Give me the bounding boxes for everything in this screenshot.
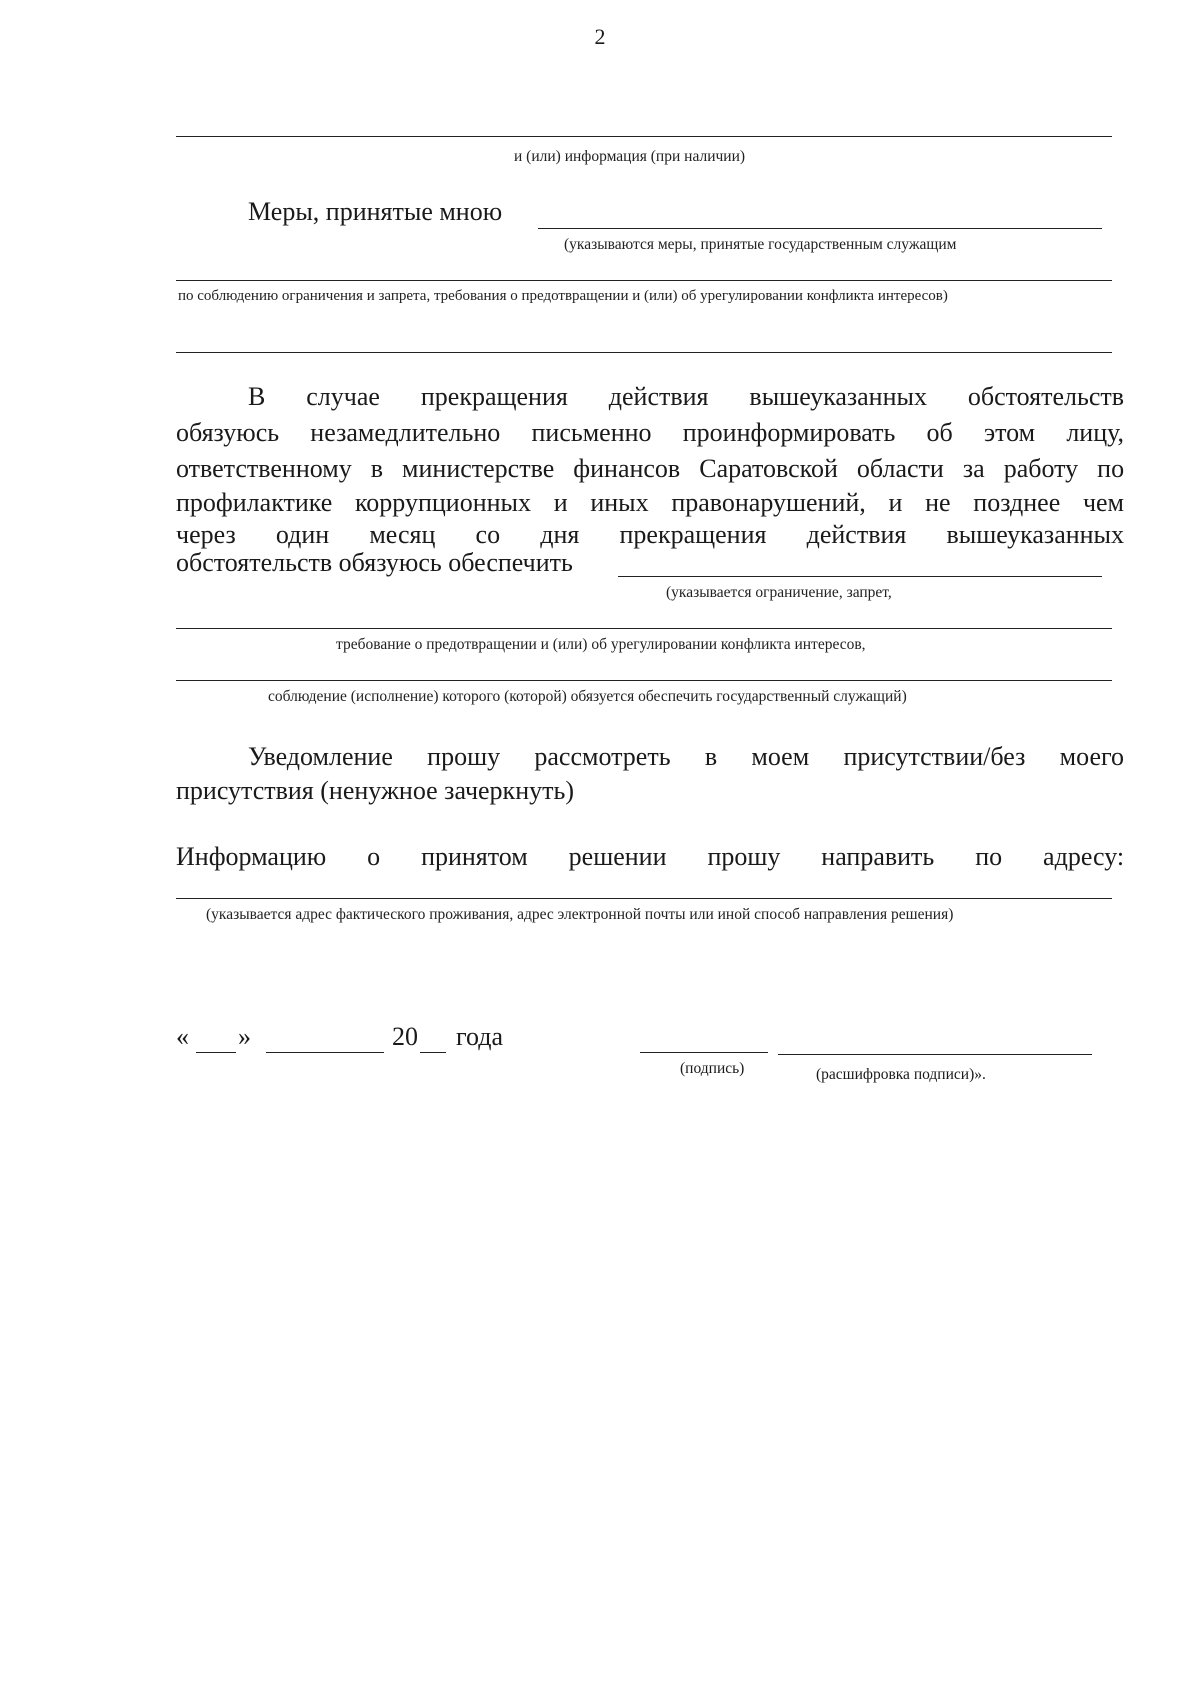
word: финансов [573, 454, 681, 483]
word: ответственному [176, 454, 352, 483]
signature-caption: (подпись) [680, 1060, 745, 1077]
blank-line-ensure [618, 576, 1102, 577]
word: о [367, 842, 381, 871]
word: коррупционных [354, 488, 531, 517]
address-line [176, 842, 1124, 872]
word: по [975, 842, 1003, 871]
word: лицу, [1066, 418, 1125, 447]
word: министерстве [402, 454, 555, 483]
word: прекращения [420, 382, 568, 411]
date-quote-open: « [176, 1022, 189, 1051]
paragraph-caption-2: требование о предотвращении и (или) об урегулировании конфликта интересов, [336, 636, 866, 653]
consideration-line-1 [248, 742, 1124, 772]
blank-line-address [176, 898, 1112, 899]
word: за [962, 454, 985, 483]
blank-line-measures [538, 228, 1102, 229]
word: рассмотреть [534, 742, 671, 771]
word: проинформировать [682, 418, 896, 447]
date-year-prefix: 20 [392, 1022, 418, 1051]
info-caption: и (или) информация (при наличии) [514, 148, 746, 165]
measures-label: Меры, принятые мною [248, 197, 503, 226]
word: профилактике [176, 488, 333, 517]
word: области [856, 454, 944, 483]
word: и [553, 488, 568, 517]
blank-line-ensure-3 [176, 680, 1112, 681]
word: адресу: [1043, 842, 1125, 871]
word: позднее [973, 488, 1061, 517]
blank-line-measures-2 [176, 280, 1112, 281]
word: этом [983, 418, 1036, 447]
word: действия [608, 382, 709, 411]
word: присутствии/без [843, 742, 1026, 771]
paragraph-line-3 [176, 454, 1124, 484]
paragraph-line-1 [248, 382, 1124, 412]
word: письменно [531, 418, 652, 447]
word: через [176, 520, 236, 549]
measures-caption-2: по соблюдению ограничения и запрета, требования о предотвращении и (или) об урегулировании конфликта интересов) [178, 288, 948, 304]
measures-caption-1: (указываются меры, принятые государственным служащим [564, 236, 957, 253]
signature-decode-line [778, 1054, 1092, 1055]
word: моего [1059, 742, 1124, 771]
signature-decode-caption: (расшифровка подписи)». [816, 1066, 986, 1083]
word: Информацию [176, 842, 327, 871]
word: об [926, 418, 953, 447]
blank-line-month [266, 1052, 384, 1053]
word: Саратовской [699, 454, 838, 483]
blank-line-year [420, 1052, 446, 1053]
blank-line-measures-3 [176, 352, 1112, 353]
word: случае [306, 382, 380, 411]
blank-line-day [196, 1052, 236, 1053]
word: Уведомление [248, 742, 393, 771]
paragraph-line-5 [176, 520, 1124, 550]
date-quote-close: » [238, 1022, 251, 1051]
blank-line-ensure-2 [176, 628, 1112, 629]
paragraph-line-6: обстоятельств обязуюсь обеспечить [176, 548, 573, 577]
paragraph-caption-1: (указывается ограничение, запрет, [666, 584, 892, 601]
word: вышеуказанных [749, 382, 927, 411]
word: со [475, 520, 501, 549]
blank-line-info [176, 136, 1112, 137]
word: месяц [369, 520, 436, 549]
date-year-suffix: года [456, 1022, 504, 1051]
word: направить [821, 842, 935, 871]
word: вышеуказанных [946, 520, 1125, 549]
word: один [275, 520, 330, 549]
word: чем [1082, 488, 1125, 517]
word: действия [806, 520, 907, 549]
word: обстоятельств [967, 382, 1125, 411]
word: прекращения [619, 520, 767, 549]
word: и [888, 488, 903, 517]
word: незамедлительно [310, 418, 501, 447]
page-number: 2 [594, 24, 606, 49]
word: по [1097, 454, 1125, 483]
word: решении [568, 842, 667, 871]
consideration-line-2: присутствия (ненужное зачеркнуть) [176, 776, 574, 805]
word: прошу [707, 842, 781, 871]
word: работу [1003, 454, 1079, 483]
word: правонарушений, [671, 488, 866, 517]
paragraph-line-4 [176, 488, 1124, 518]
word: обязуюсь [176, 418, 280, 447]
word: не [925, 488, 951, 517]
word: в [704, 742, 718, 771]
signature-line [640, 1052, 768, 1053]
word: в [370, 454, 384, 483]
word: моем [751, 742, 810, 771]
word: прошу [427, 742, 501, 771]
word: дня [540, 520, 580, 549]
word: иных [590, 488, 649, 517]
word: принятом [421, 842, 528, 871]
paragraph-caption-3: соблюдение (исполнение) которого (которой) обязуется обеспечить государственный служащий) [268, 688, 907, 705]
word: В [248, 382, 266, 411]
paragraph-line-2 [176, 418, 1124, 448]
address-caption: (указывается адрес фактического проживания, адрес электронной почты или иной способ направления решения) [206, 906, 954, 923]
